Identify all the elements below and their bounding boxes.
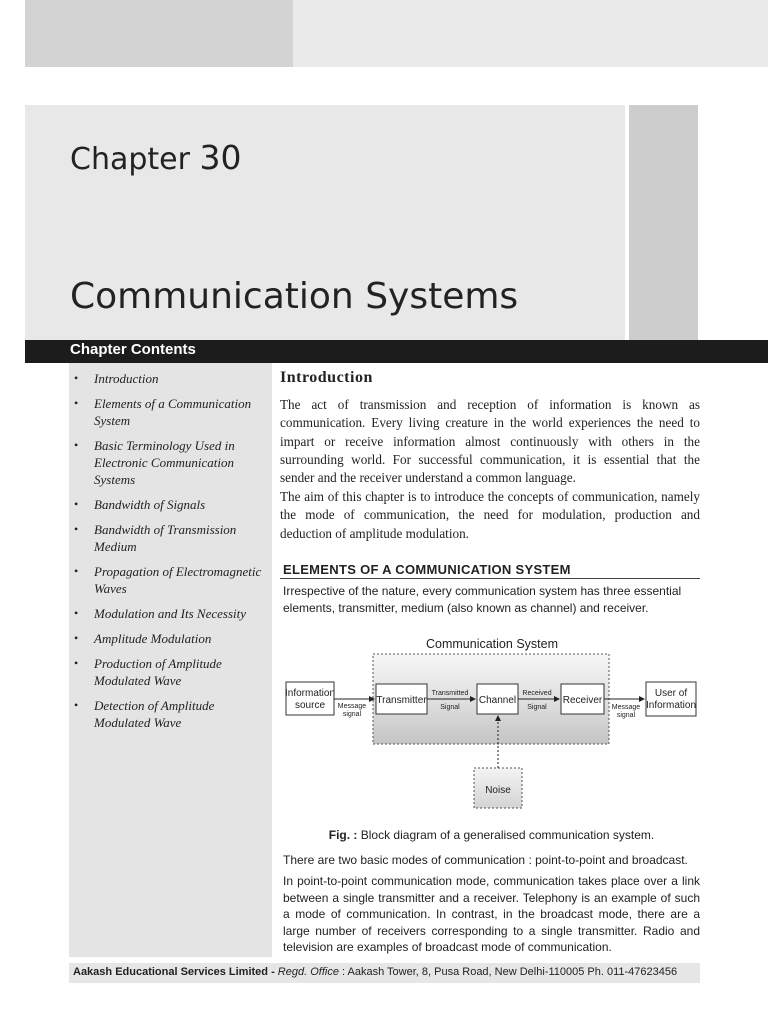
introduction-paragraph-2: The aim of this chapter is to introduce the concepts of communication, namely the mode of communication, the need for modulation, production and deduction of amplitude modulation. <box>280 489 700 541</box>
chapter-word: Chapter <box>70 142 190 177</box>
user-label-line1: User of <box>654 688 688 699</box>
chapter-contents-heading: Chapter Contents <box>70 341 196 358</box>
footer-text <box>73 966 677 978</box>
figure-label: Fig. : <box>328 828 358 842</box>
message-signal-in-line2: signal <box>342 711 362 718</box>
message-signal-out-line1: Message <box>611 704 641 711</box>
chapter-title: Communication Systems <box>70 276 519 317</box>
channel-label: Channel <box>478 695 517 706</box>
toc-item[interactable]: • Basic Terminology Used in Electronic Communication Systems <box>72 437 272 488</box>
transmitter-label: Transmitter <box>376 695 427 706</box>
toc-item[interactable]: • Amplitude Modulation <box>72 630 272 647</box>
transmitted-signal-line1: Transmitted <box>431 690 469 697</box>
footer-company: Aakash Educational Services Limited - <box>73 966 278 978</box>
chapter-contents-list <box>72 370 272 739</box>
footer-address: : Aakash Tower, 8, Pusa Road, New Delhi-110005 Ph. 011-47623456 <box>338 966 678 978</box>
source-label-line2: source <box>294 700 326 711</box>
modes-paragraph-2: In point-to-point communication mode, communication takes place over a link between a single transmitter and a receiver. Telephony is an example of such a mode of communication. In contrast, in the broadcast mode, there are a large number of receivers corresponding to a single transmitter. Radio and television are examples of broadcast mode of communication. <box>283 874 700 955</box>
figure-caption-text: Block diagram of a generalised communication system. <box>357 828 655 842</box>
footer-office-label: Regd. Office <box>277 966 339 978</box>
toc-item[interactable]: • Bandwidth of Signals <box>72 496 272 513</box>
toc-item[interactable]: • Production of Amplitude Modulated Wave <box>72 655 272 689</box>
source-label-line1: Information <box>284 688 336 699</box>
transmitted-signal-line2: Signal <box>440 704 460 711</box>
chapter-number: 30 <box>199 138 242 177</box>
toc-item[interactable]: • Elements of a Communication System <box>72 395 272 429</box>
modes-paragraph-1: There are two basic modes of communication : point-to-point and broadcast. <box>283 853 688 867</box>
introduction-heading: Introduction <box>280 369 373 386</box>
communication-system-diagram <box>280 630 700 815</box>
top-band-right <box>293 0 768 67</box>
elements-paragraph: Irrespective of the nature, every communication system has three essential elements, transmitter, medium (also known as channel) and receiver. <box>283 584 682 615</box>
toc-item[interactable]: • Introduction <box>72 370 272 387</box>
header-accent-strip <box>629 105 698 340</box>
message-signal-in-line1: Message <box>337 703 367 710</box>
received-signal-line1: Received <box>522 690 552 697</box>
toc-item[interactable]: • Bandwidth of Transmission Medium <box>72 521 272 555</box>
figure-caption <box>283 828 700 842</box>
message-signal-out-line2: signal <box>616 712 636 719</box>
introduction-paragraph-1: The act of transmission and reception of information is known as communication. Every living creature in the world experiences the need to impart or receive information almost continuously with others in the surrounding world. For successful communication, it is essential that the sender and the receiver understand a common language. <box>280 397 700 486</box>
toc-item[interactable]: • Detection of Amplitude Modulated Wave <box>72 697 272 731</box>
top-band-left <box>25 0 293 67</box>
noise-label: Noise <box>485 785 511 796</box>
user-label-line2: Information <box>645 700 697 711</box>
receiver-label: Receiver <box>562 695 603 706</box>
toc-item[interactable]: • Propagation of Electromagnetic Waves <box>72 563 272 597</box>
diagram-title: Communication System <box>426 637 558 651</box>
elements-heading: ELEMENTS OF A COMMUNICATION SYSTEM <box>283 562 571 577</box>
chapter-number-label <box>70 138 242 177</box>
received-signal-line2: Signal <box>527 704 547 711</box>
toc-item[interactable]: • Modulation and Its Necessity <box>72 605 272 622</box>
section-rule <box>280 578 700 579</box>
